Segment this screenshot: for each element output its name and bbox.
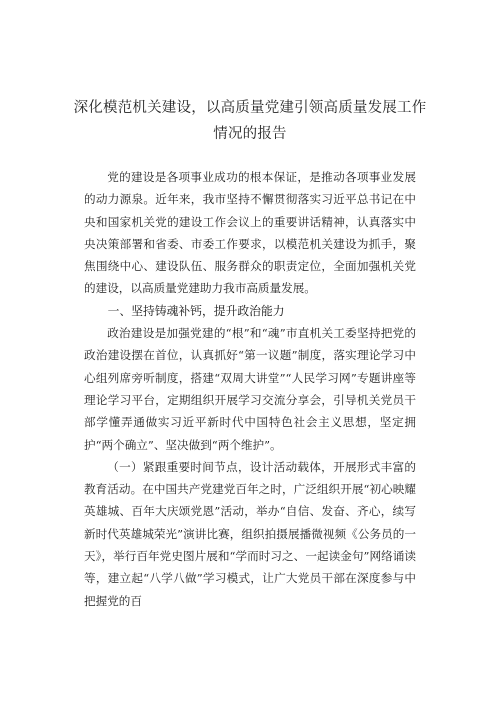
title-line-2: 情况的报告 xyxy=(213,126,287,142)
paragraph-intro: 党的建设是各项事业成功的根本保证，是推动各项事业发展的动力源泉。近年来，我市坚持不懈贯彻落实习近平总书记在中央和国家机关党的建设工作会议上的重要讲话精神，认真落实中央决策部署和省委、市委工作要求，以模范机关建设为抓手，聚焦围绕中心、建设队伍、服务群众的职责定位，全面加强机关党的建设，以高质量党建助力我市高质量发展。 xyxy=(84,170,416,296)
paragraph-subsection-1: （一）紧跟重要时间节点，设计活动载体，开展形式丰富的教育活动。在中国共产党建党百年之时，广泛组织开展“初心映耀英雄城、百年大庆颂党恩”活动，举办“自信、发奋、齐心，续写新时代英雄城荣光”演讲比赛，组织拍摄展播微视频《公务员的一天》，举行百年党史图片展和“学而时习之、一起读金句”网络诵读等，建立起“八学八做”学习模式，让广大党员干部在深度参与中把握党的百 xyxy=(84,459,416,608)
paragraph-political-building: 政治建设是加强党建的“根”和“魂”市直机关工委坚持把党的政治建设摆在首位，认真抓好“第一议题”制度，落实理论学习中心组列席旁听制度，搭建“双周大讲堂”“人民学习网”专题讲座等理论学习平台，定期组织开展学习交流分享会，引导机关党员干部学懂弄通做实习近平新时代中国特色社会主义思想，坚定拥护“两个确立”、坚决做到“两个维护”。 xyxy=(84,326,416,452)
section-heading-1: 一、坚持铸魂补钙，提升政治能力 xyxy=(107,303,285,318)
document-body xyxy=(84,166,416,612)
title-line-1: 深化模范机关建设，以高质量党建引领高质量发展工作 xyxy=(73,100,427,116)
document-title xyxy=(60,95,440,147)
